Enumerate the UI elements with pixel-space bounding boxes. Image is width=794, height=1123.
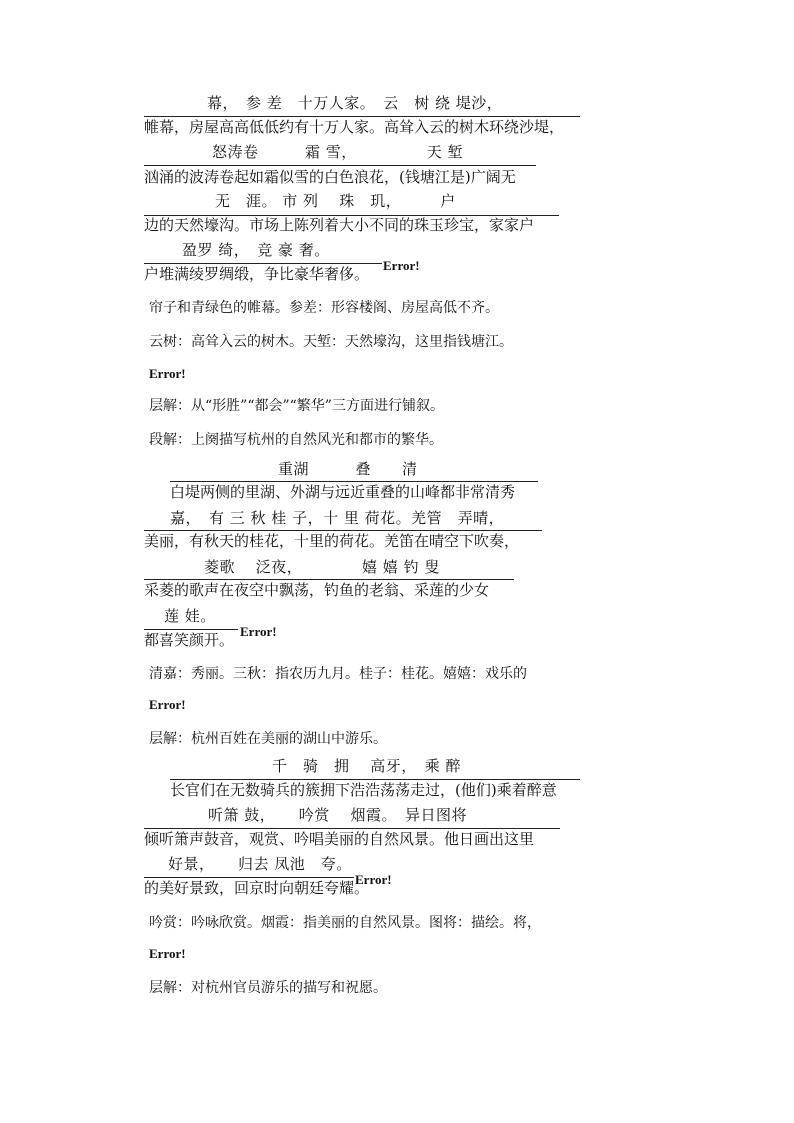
line-rule <box>144 828 560 829</box>
line-rule <box>144 165 536 166</box>
line-rule <box>170 481 538 482</box>
error-marker: Error! <box>149 946 186 961</box>
translation-line: 白堤两侧的里湖、外湖与远近重叠的山峰都非常清秀 <box>170 483 516 501</box>
translation-line: 边的天然壕沟。市场上陈列着大小不同的珠玉珍宝，家家户 <box>144 216 535 234</box>
original-line: 嘉， 有 三 秋 桂 子，十 里 荷花。羌管 弄晴， <box>170 509 505 527</box>
annotation-text: 清嘉：秀丽。三秋：指农历九月。桂子：桂花。嬉嬉：戏乐的 <box>149 666 527 682</box>
error-marker: Error! <box>383 258 420 273</box>
original-line: 莲 娃。 <box>164 607 216 625</box>
line-rule <box>144 579 514 580</box>
translation-line: 汹涌的波涛卷起如霜似雪的白色浪花，(钱塘江是)广阔无 <box>144 168 516 186</box>
line-rule <box>144 530 542 531</box>
translation-line: 户堆满绫罗绸缎，争比豪华奢侈。 <box>144 265 370 283</box>
error-marker: Error! <box>149 366 186 381</box>
translation-line: 采菱的歌声在夜空中飘荡，钓鱼的老翁、采莲的少女 <box>144 581 490 599</box>
section-explanation: 段解：上阕描写杭州的自然风光和都市的繁华。 <box>149 432 443 448</box>
layer-explanation: 层解：对杭州官员游乐的描写和祝愿。 <box>149 980 387 996</box>
annotation-text: 吟赏：吟咏欣赏。烟霞：指美丽的自然风景。图将：描绘。将， <box>149 915 541 931</box>
translation-line: 都喜笑颜开。 <box>144 631 235 649</box>
original-line: 无 涯。 市 列 珠 玑， 户 <box>215 192 456 210</box>
annotation-text: 云树：高耸入云的树木。天堑：天然壕沟，这里指钱塘江。 <box>149 334 513 350</box>
translation-line: 的美好景致，回京时向朝廷夸耀。 <box>144 879 370 897</box>
original-line: 幕， 参 差 十万人家。 云 树 绕 堤沙， <box>207 94 503 112</box>
translation-line: 倾听箫声鼓音，观赏、吟唱美丽的自然风景。他日画出这里 <box>144 830 535 848</box>
layer-explanation: 层解：从“形胜”“都会”“繁华”三方面进行铺叙。 <box>149 398 444 414</box>
annotation-text: 帘子和青绿色的帷幕。参差：形容楼阁、房屋高低不齐。 <box>149 300 499 316</box>
line-rule <box>144 629 238 630</box>
line-rule <box>144 877 354 878</box>
translation-line: 帷幕，房屋高高低低约有十万人家。高耸入云的树木环绕沙堤， <box>144 118 565 136</box>
original-line: 重湖 叠 清 <box>278 460 418 478</box>
line-rule <box>144 116 580 117</box>
line-rule <box>144 263 382 264</box>
line-rule <box>170 779 580 780</box>
original-line: 好景， 归去 凤池 夸。 <box>168 855 352 873</box>
original-line: 听箫 鼓， 吟赏 烟霞。 异日图将 <box>208 806 468 824</box>
error-marker: Error! <box>355 872 392 887</box>
translation-line: 长官们在无数骑兵的簇拥下浩浩荡荡走过，(他们)乘着醉意 <box>170 781 557 799</box>
translation-line: 美丽，有秋天的桂花，十里的荷花。羌笛在晴空下吹奏， <box>144 532 520 550</box>
original-line: 菱歌 泛夜， 嬉 嬉 钓 叟 <box>204 558 440 576</box>
original-line: 千 骑 拥 高牙， 乘 醉 <box>272 757 462 775</box>
original-line: 盈罗 绮， 竞 豪 奢。 <box>182 241 330 259</box>
layer-explanation: 层解：杭州百姓在美丽的湖山中游乐。 <box>149 731 387 747</box>
error-marker: Error! <box>240 624 277 639</box>
error-marker: Error! <box>149 697 186 712</box>
original-line: 怒涛卷 霜 雪， 天 堑 <box>212 143 464 161</box>
